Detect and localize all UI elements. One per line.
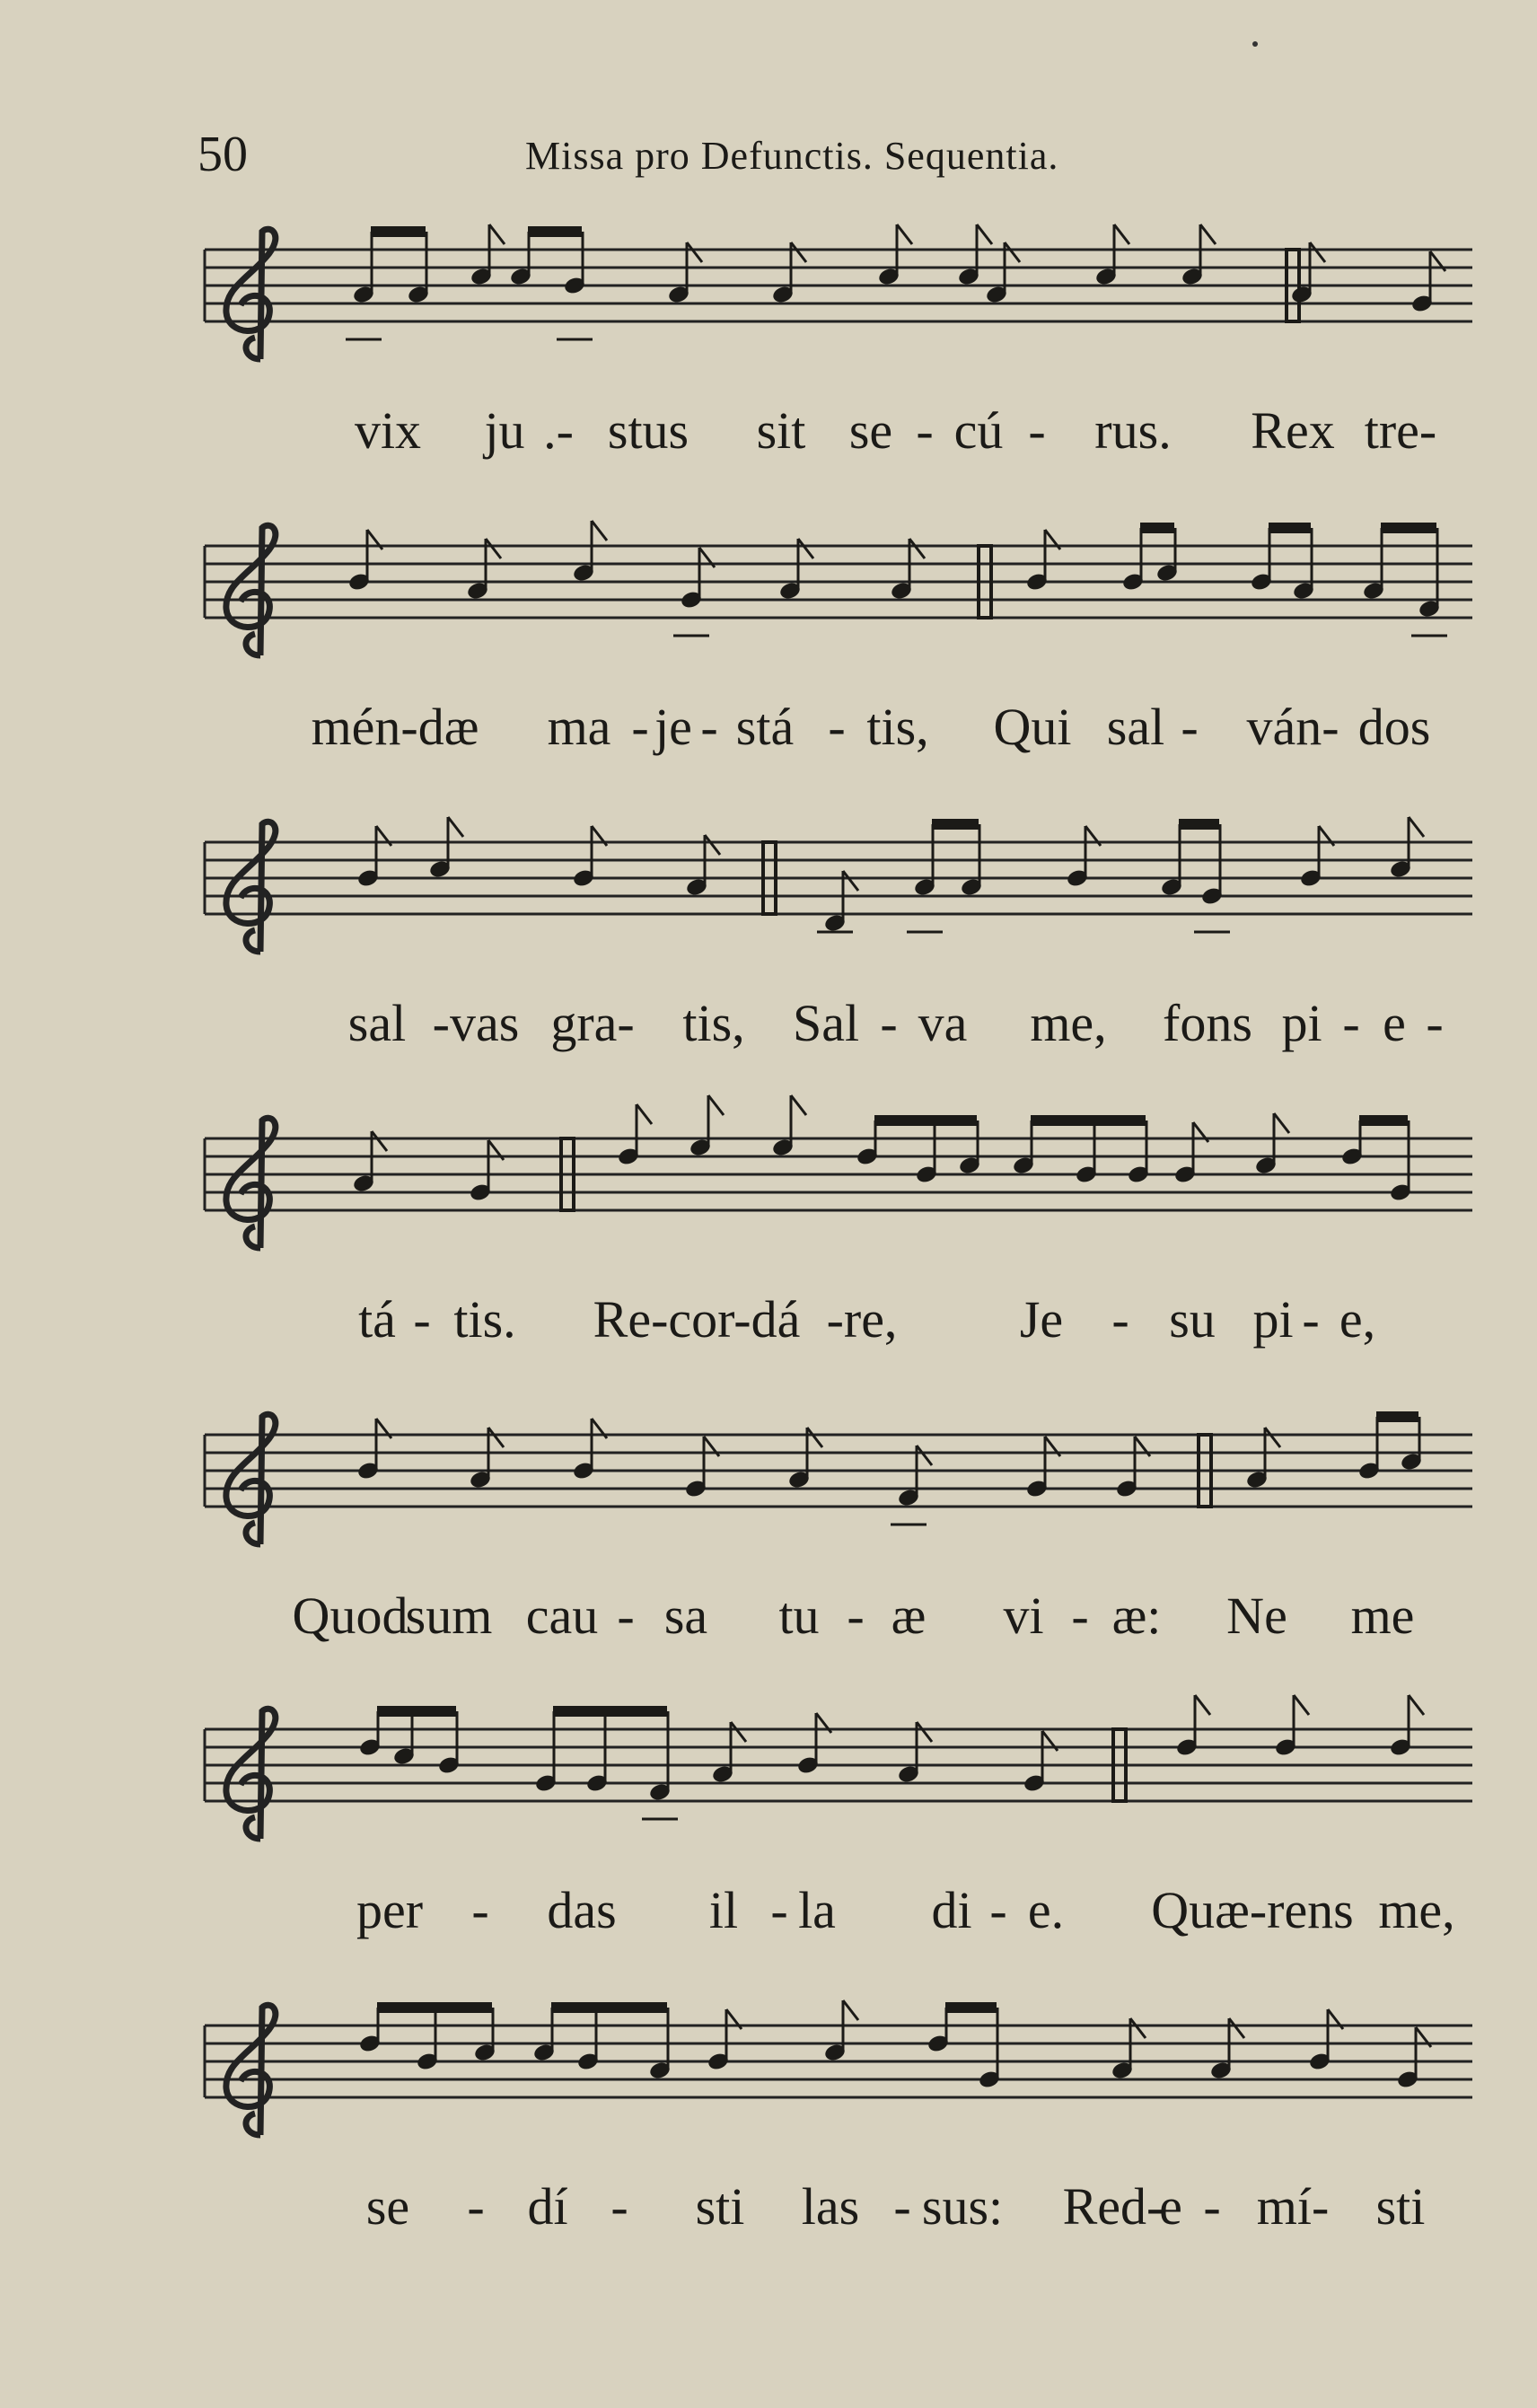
lyrics-line-7 bbox=[0, 2000, 1537, 2243]
page-header bbox=[0, 126, 1537, 180]
lyric-syllable: ván- bbox=[1246, 698, 1339, 756]
lyric-syllable: - bbox=[467, 2177, 485, 2236]
lyric-syllable: sa bbox=[663, 1586, 708, 1645]
lyric-syllable: e, bbox=[1339, 1290, 1376, 1349]
lyrics-line-3 bbox=[0, 817, 1537, 1059]
lyric-syllable: me bbox=[1350, 1586, 1415, 1645]
lyric-syllable: - bbox=[1111, 1290, 1129, 1349]
lyric-syllable: - bbox=[1181, 698, 1199, 756]
lyric-syllable: sal bbox=[347, 994, 407, 1052]
lyric-syllable: æ bbox=[891, 1586, 927, 1645]
lyric-syllable: - bbox=[700, 698, 718, 756]
lyric-syllable: dos bbox=[1357, 698, 1431, 756]
lyric-syllable: - bbox=[989, 1881, 1007, 1939]
lyric-syllable: - bbox=[610, 2177, 628, 2236]
lyric-syllable: .- bbox=[543, 401, 574, 460]
lyric-syllable: la bbox=[798, 1881, 836, 1939]
lyrics-line-6 bbox=[0, 1704, 1537, 1947]
lyric-syllable: su bbox=[1169, 1290, 1216, 1349]
lyric-syllable: je bbox=[654, 698, 692, 756]
lyrics-line-1 bbox=[0, 224, 1537, 467]
lyric-syllable: me, bbox=[1378, 1881, 1455, 1939]
lyric-syllable: per bbox=[356, 1881, 424, 1939]
lyric-syllable: las bbox=[801, 2177, 860, 2236]
lyric-syllable: Quod bbox=[292, 1586, 408, 1645]
lyric-syllable: dí bbox=[527, 2177, 568, 2236]
lyric-syllable: stá bbox=[735, 698, 795, 756]
lyric-syllable: pi bbox=[1281, 994, 1322, 1052]
lyric-syllable: tá bbox=[358, 1290, 396, 1349]
lyric-syllable: ju bbox=[484, 401, 525, 460]
lyrics-line-2 bbox=[0, 521, 1537, 763]
lyric-syllable: - bbox=[1203, 2177, 1221, 2236]
lyric-syllable: - bbox=[631, 698, 649, 756]
lyric-syllable: - bbox=[617, 1586, 635, 1645]
lyric-syllable: Qui bbox=[993, 698, 1072, 756]
lyric-syllable: e. bbox=[1027, 1881, 1065, 1939]
music-system-6 bbox=[0, 1704, 1537, 1947]
lyric-syllable: il bbox=[708, 1881, 739, 1939]
lyric-syllable: tis. bbox=[453, 1290, 516, 1349]
lyric-syllable: Red- bbox=[1062, 2177, 1164, 2236]
lyric-syllable: tre- bbox=[1364, 401, 1437, 460]
lyric-syllable: tu bbox=[778, 1586, 820, 1645]
lyric-syllable: vi bbox=[1003, 1586, 1044, 1645]
lyrics-line-4 bbox=[0, 1113, 1537, 1356]
lyric-syllable: - bbox=[893, 2177, 911, 2236]
lyric-syllable: mén-dæ bbox=[311, 698, 479, 756]
music-system-7 bbox=[0, 2000, 1537, 2243]
lyric-syllable: se bbox=[848, 401, 893, 460]
lyric-syllable: Sal bbox=[792, 994, 860, 1052]
lyric-syllable: sit bbox=[756, 401, 806, 460]
lyric-syllable: Je bbox=[1019, 1290, 1064, 1349]
lyric-syllable: das bbox=[547, 1881, 617, 1939]
lyric-syllable: Quæ-rens bbox=[1151, 1881, 1354, 1939]
lyric-syllable: sus: bbox=[921, 2177, 1004, 2236]
lyric-syllable: gra- bbox=[550, 994, 635, 1052]
page-number: 50 bbox=[198, 127, 248, 182]
lyric-syllable: æ: bbox=[1111, 1586, 1162, 1645]
lyric-syllable: di bbox=[931, 1881, 972, 1939]
music-system-5 bbox=[0, 1410, 1537, 1652]
music-system-4 bbox=[0, 1113, 1537, 1356]
lyric-syllable: - bbox=[1028, 401, 1046, 460]
lyric-syllable: ma bbox=[547, 698, 611, 756]
lyric-syllable: e bbox=[1159, 2177, 1182, 2236]
note-flag bbox=[791, 1095, 806, 1115]
music-system-2 bbox=[0, 521, 1537, 763]
lyric-syllable: cau bbox=[525, 1586, 599, 1645]
lyric-syllable: vix bbox=[354, 401, 422, 460]
lyric-syllable: sal bbox=[1106, 698, 1165, 756]
lyric-syllable: rus. bbox=[1094, 401, 1172, 460]
lyric-syllable: - bbox=[828, 698, 846, 756]
lyric-syllable: sti bbox=[695, 2177, 745, 2236]
lyric-syllable: pi bbox=[1252, 1290, 1294, 1349]
music-system-3 bbox=[0, 817, 1537, 1059]
lyric-syllable: tis, bbox=[682, 994, 745, 1052]
lyric-syllable: -vas bbox=[432, 994, 520, 1052]
music-system-1 bbox=[0, 224, 1537, 467]
lyric-syllable: - bbox=[1342, 994, 1360, 1052]
lyric-syllable: mí- bbox=[1256, 2177, 1330, 2236]
lyric-syllable: sum bbox=[405, 1586, 493, 1645]
lyric-syllable: - bbox=[1302, 1290, 1320, 1349]
lyric-syllable: -re, bbox=[826, 1290, 898, 1349]
lyric-syllable: stus bbox=[607, 401, 689, 460]
lyric-syllable: e bbox=[1383, 994, 1406, 1052]
lyric-syllable: - bbox=[413, 1290, 431, 1349]
lyric-syllable: - bbox=[847, 1586, 865, 1645]
lyric-syllable: - bbox=[770, 1881, 788, 1939]
lyric-syllable: me, bbox=[1030, 994, 1107, 1052]
lyric-syllable: cú bbox=[953, 401, 1004, 460]
lyric-syllable: va bbox=[918, 994, 968, 1052]
lyric-syllable: tis, bbox=[866, 698, 929, 756]
lyric-syllable: se bbox=[365, 2177, 410, 2236]
lyric-syllable: Re-cor-dá bbox=[593, 1290, 801, 1349]
lyric-syllable: - bbox=[1426, 994, 1444, 1052]
running-title: Missa pro Defunctis. Sequentia. bbox=[525, 134, 1059, 178]
lyric-syllable: Rex bbox=[1251, 401, 1335, 460]
lyric-syllable: - bbox=[1071, 1586, 1089, 1645]
lyric-syllable: sti bbox=[1375, 2177, 1426, 2236]
lyric-syllable: - bbox=[916, 401, 934, 460]
print-speck bbox=[1252, 41, 1258, 47]
lyrics-line-5 bbox=[0, 1410, 1537, 1652]
lyric-syllable: - bbox=[471, 1881, 489, 1939]
lyric-syllable: Ne bbox=[1226, 1586, 1287, 1645]
note-flag bbox=[708, 1095, 724, 1115]
lyric-syllable: - bbox=[880, 994, 898, 1052]
lyric-syllable: fons bbox=[1163, 994, 1252, 1052]
